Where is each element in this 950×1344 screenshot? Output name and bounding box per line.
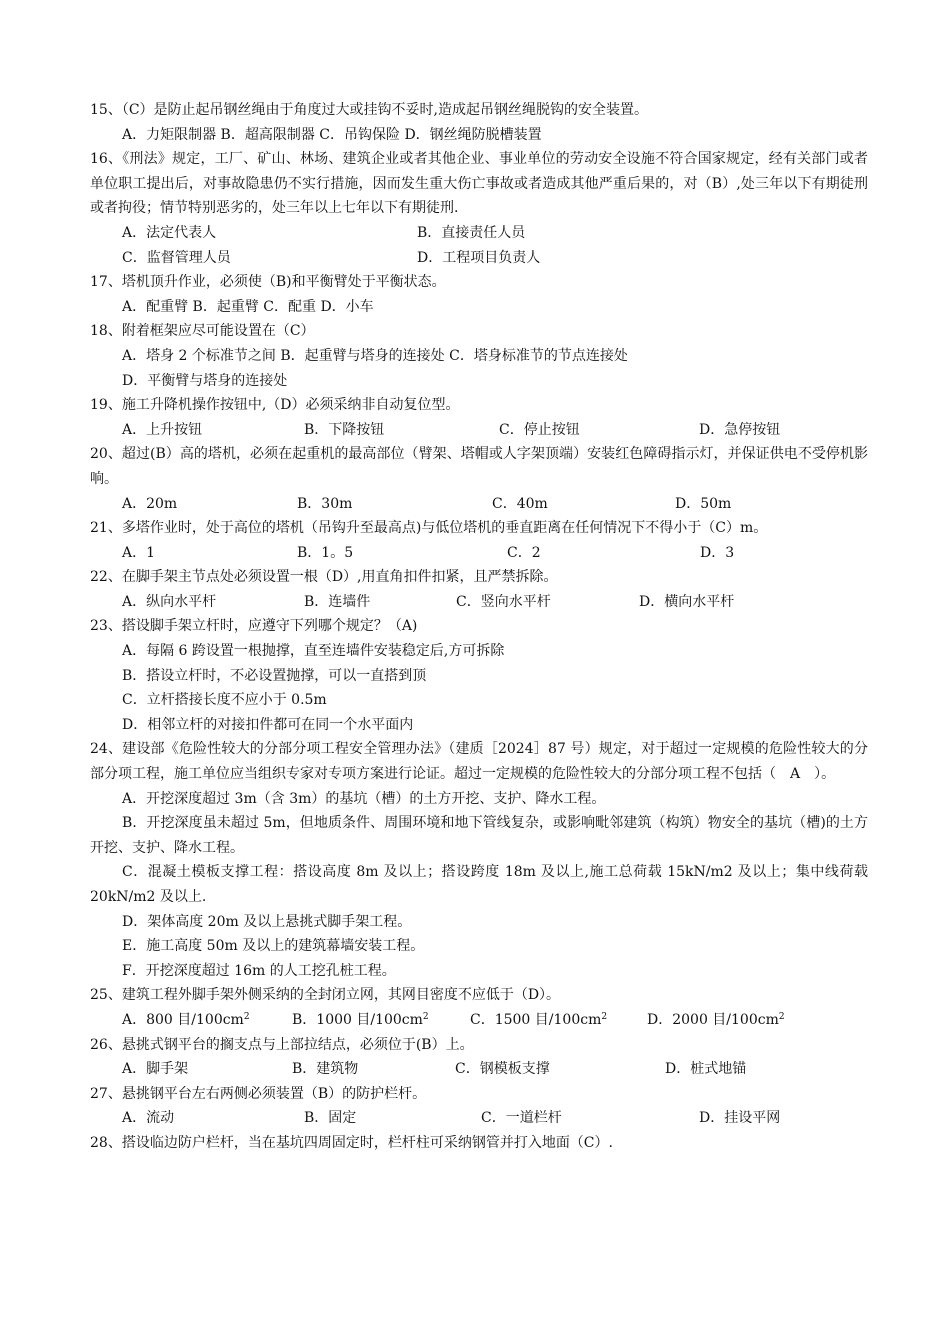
question-24-option-b: B．开挖深度虽未超过 5m，但地质条件、周围环境和地下管线复杂，或影响毗邻建筑（构筑）物安全的基坑（槽)的土方开挖、支护、降水工程。	[90, 815, 868, 856]
question-15-options: A．力矩限制器 B．超高限制器 C．吊钩保险 D．钢丝绳防脱槽装置	[122, 126, 542, 143]
option-d: D．桩式地锚	[665, 1061, 747, 1078]
question-17-options: A．配重臂 B．起重臂 C．配重 D．小车	[122, 298, 374, 315]
option-b: B．直接责任人员	[417, 224, 526, 241]
option-c: C．监督管理人员	[122, 249, 231, 266]
question-16-options-row-1	[90, 221, 868, 246]
document-page	[90, 98, 868, 1156]
option-b: B．1000 目$/100cm^2$	[292, 1011, 429, 1028]
question-24-option-d: D．架体高度 20m 及以上悬挑式脚手架工程。	[122, 913, 412, 930]
question-22-stem: 22、在脚手架主节点处必须设置一根（D）,用直角扣件扣紧，且严禁拆除。	[90, 569, 558, 586]
question-18-option-line-1: A．塔身 2 个标准节之间 B．起重臂与塔身的连接处 C．塔身标准节的节点连接处	[122, 347, 628, 364]
question-23-option-d: D．相邻立杆的对接扣件都可在同一个水平面内	[122, 716, 414, 733]
question-24-option-c: C．混凝土模板支撑工程：搭设高度 8m 及以上；搭设跨度 18m 及以上,施工总荷载 15kN/m2 及以上；集中线荷载 20kN/m2 及以上.	[90, 864, 868, 905]
option-d: D．急停按钮	[699, 421, 781, 438]
question-27-stem: 27、悬挑钢平台左右两侧必须装置（B）的防护栏杆。	[90, 1085, 427, 1102]
option-a: A．流动	[122, 1110, 175, 1127]
question-18-option-line-2: D．平衡臂与塔身的连接处	[122, 372, 288, 389]
option-c: C．40m	[492, 495, 548, 512]
option-d: D．工程项目负责人	[417, 249, 541, 266]
option-c: C．2	[507, 544, 541, 561]
option-c: C．一道栏杆	[481, 1110, 562, 1127]
option-b: B．连墙件	[304, 593, 371, 610]
question-23-option-a: A．每隔 6 跨设置一根抛撑，直至连墙件安装稳定后,方可拆除	[122, 643, 505, 660]
option-c: C．1500 目$/100cm^2$	[470, 1011, 608, 1028]
question-23-option-c: C．立杆搭接长度不应小于 0.5m	[122, 692, 327, 709]
option-c: C．停止按钮	[499, 421, 580, 438]
question-27-options	[90, 1106, 868, 1131]
option-b: B．固定	[304, 1110, 357, 1127]
option-c: C．竖向水平杆	[456, 593, 551, 610]
question-20-stem: 20、超过(B）高的塔机，必须在起重机的最高部位（臂架、塔帽或人字架顶端）安装红色障碍指示灯，并保证供电不受停机影响。	[90, 446, 868, 487]
question-20-options	[90, 492, 868, 517]
question-24-option-f: F．开挖深度超过 16m 的人工挖孔桩工程。	[122, 962, 396, 979]
question-15-stem: 15、（C）是防止起吊钢丝绳由于角度过大或挂钩不妥时,造成起吊钢丝绳脱钩的安全装置。	[90, 102, 648, 118]
option-b: B．建筑物	[292, 1061, 359, 1078]
question-18-stem: 18、附着框架应尽可能设置在（C）	[90, 323, 315, 340]
question-16-options-row-2	[90, 246, 868, 271]
question-23-stem: 23、搭设脚手架立杆时，应遵守下列哪个规定？（A)	[90, 618, 418, 635]
option-c: C．钢模板支撑	[455, 1061, 550, 1078]
option-d: D．挂设平网	[699, 1110, 781, 1127]
option-a: A．上升按钮	[122, 421, 203, 438]
question-26-stem: 26、悬挑式钢平台的搁支点与上部拉结点，必须位于(B）上。	[90, 1036, 474, 1053]
question-23-option-b: B．搭设立杆时，不必设置抛撑，可以一直搭到顶	[122, 667, 427, 684]
option-d: D．3	[700, 544, 735, 561]
question-24-option-e: E．施工高度 50m 及以上的建筑幕墙安装工程。	[122, 938, 425, 955]
question-17-stem: 17、塔机顶升作业，必须使（B)和平衡臂处于平衡状态。	[90, 274, 446, 291]
option-d: D．横向水平杆	[639, 593, 735, 610]
question-21-options	[90, 541, 868, 566]
question-24-option-a: A．开挖深度超过 3m（含 3m）的基坑（槽）的土方开挖、支护、降水工程。	[122, 790, 606, 807]
question-16-stem: 16、《刑法》规定，工厂、矿山、林场、建筑企业或者其他企业、事业单位的劳动安全设施不符合国家规定，经有关部门或者单位职工提出后，对事故隐患仍不实行措施，因而发生重大伤亡事故或者造成其他严重后果的，对（B）,处三年以下有期徒刑或者拘役；情节特别恶劣的，处三年以上七年以下有期徒刑.	[90, 151, 868, 217]
option-a: A．20m	[122, 495, 178, 512]
option-b: B．下降按钮	[304, 421, 385, 438]
question-19-options	[90, 418, 868, 443]
question-21-stem: 21、多塔作业时，处于高位的塔机（吊钩升至最高点)与低位塔机的垂直距离在任何情况下不得小于（C）m。	[90, 520, 768, 537]
option-b: B．1。5	[297, 544, 354, 561]
option-a: A．800 目$/100cm^2$	[122, 1011, 250, 1028]
question-22-options	[90, 590, 868, 615]
question-25-stem: 25、建筑工程外脚手架外侧采纳的全封闭立网，其网目密度不应低于（D）。	[90, 987, 561, 1004]
option-d: D．50m	[675, 495, 732, 512]
option-d: D．2000 目$/100cm^2$	[647, 1011, 785, 1028]
question-25-options	[90, 1008, 868, 1033]
option-a: A．脚手架	[122, 1061, 189, 1078]
question-28-stem: 28、搭设临边防户栏杆，当在基坑四周固定时，栏杆柱可采纳钢管并打入地面（C）.	[90, 1134, 613, 1151]
question-19-stem: 19、施工升降机操作按钮中,（D）必须采纳非自动复位型。	[90, 397, 460, 414]
question-26-options	[90, 1057, 868, 1082]
option-a: A．1	[122, 544, 156, 561]
option-a: A．纵向水平杆	[122, 593, 217, 610]
option-a: A．法定代表人	[122, 224, 217, 241]
option-b: B．30m	[297, 495, 353, 512]
question-24-stem: 24、建设部《危险性较大的分部分项工程安全管理办法》（建质［2024］87 号）规定，对于超过一定规模的危险性较大的分部分项工程，施工单位应当组织专家对专项方案进行论证。超过一定规模的危险性较大的分部分项工程不包括（ A ）。	[90, 741, 868, 783]
